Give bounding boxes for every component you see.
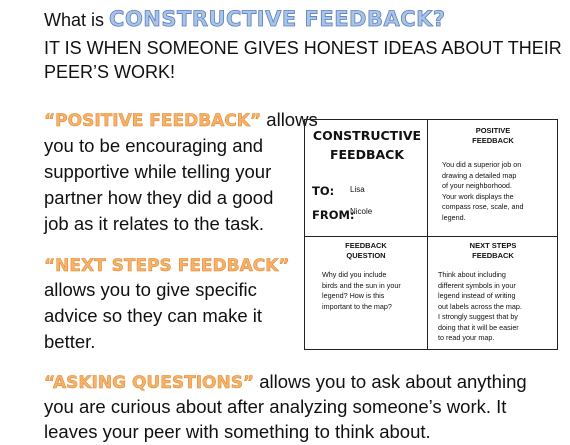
positive-line-1: you to be encouraging and bbox=[44, 135, 264, 156]
positive-line-4: job as it relates to the task. bbox=[44, 213, 265, 234]
next-steps-body-line: I strongly suggest that by bbox=[438, 312, 518, 321]
asking-questions-title: “ASKING QUESTIONS” bbox=[44, 373, 255, 393]
question-cell-heading-line-1: FEEDBACK bbox=[345, 241, 387, 250]
question-cell-heading bbox=[305, 241, 427, 261]
intro-prefix: What is bbox=[44, 10, 105, 30]
next-steps-heading bbox=[44, 252, 290, 279]
question-cell-heading-line-2: QUESTION bbox=[346, 251, 386, 260]
from-label: FROM: bbox=[312, 208, 355, 222]
question-cell-body bbox=[322, 270, 401, 312]
form-title bbox=[311, 126, 423, 164]
positive-body-line: of your neighborhood. bbox=[442, 181, 512, 190]
positive-cell-heading-line-1: POSITIVE bbox=[475, 126, 511, 135]
positive-line-3: partner how they did a good bbox=[44, 187, 274, 208]
positive-feedback-title: “POSITIVE FEEDBACK” bbox=[44, 111, 262, 131]
next-steps-body-line: doing that it will be easier bbox=[438, 322, 519, 332]
form-title-line-2: FEEDBACK bbox=[329, 147, 405, 162]
next-steps-line-2: advice so they can make it bbox=[44, 305, 262, 326]
question-body-line: important to the map? bbox=[322, 301, 392, 311]
next-steps-line-1: allows you to give specific bbox=[44, 279, 257, 300]
positive-line-2: supportive while telling your bbox=[44, 161, 272, 182]
intro-heading bbox=[44, 9, 446, 30]
next-steps-cell-heading bbox=[428, 241, 558, 261]
asking-lead: allows you to ask about anything bbox=[259, 371, 527, 392]
from-value: Nicole bbox=[350, 207, 373, 216]
feedback-question-cell bbox=[305, 237, 427, 350]
question-body-line: legend? How is this bbox=[322, 291, 385, 300]
form-title-line-1: CONSTRUCTIVE bbox=[312, 128, 422, 143]
positive-cell-heading bbox=[428, 126, 558, 146]
positive-body-line: You did a superior job on bbox=[442, 160, 522, 169]
intro-definition-line-1: IT IS WHEN SOMEONE GIVES HONEST IDEAS ABOUT THEIR bbox=[44, 38, 562, 58]
asking-line-1: you are curious about after analyzing someone’s work. It bbox=[44, 396, 507, 417]
asking-heading bbox=[44, 369, 527, 396]
asking-line-2: leaves your peer with something to think about. bbox=[44, 421, 431, 442]
next-steps-body-line: to read your map. bbox=[438, 333, 495, 342]
positive-cell-heading-line-2: FEEDBACK bbox=[472, 136, 514, 145]
next-steps-cell-body bbox=[438, 270, 522, 344]
next-steps-feedback-title: “NEXT STEPS FEEDBACK” bbox=[44, 256, 290, 276]
next-steps-cell bbox=[428, 237, 558, 350]
to-label: TO: bbox=[312, 184, 335, 198]
next-steps-body-line: different symbols in your bbox=[438, 280, 516, 290]
next-steps-body-line: out labels across the map. bbox=[438, 301, 522, 311]
positive-body-line: legend. bbox=[442, 212, 466, 222]
next-steps-line-3: better. bbox=[44, 331, 96, 352]
positive-body-line: compass rose, scale, and bbox=[442, 202, 524, 211]
positive-feedback-cell bbox=[428, 120, 558, 236]
positive-body-line: Your work displays the bbox=[442, 191, 514, 201]
next-steps-body-line: legend instead of writing bbox=[438, 291, 516, 300]
constructive-feedback-title: CONSTRUCTIVE FEEDBACK? bbox=[109, 7, 446, 31]
to-value: Lisa bbox=[350, 185, 365, 194]
positive-cell-body bbox=[442, 160, 524, 223]
positive-lead: allows bbox=[266, 109, 318, 130]
next-steps-cell-heading-line-1: NEXT STEPS bbox=[469, 241, 517, 250]
question-body-line: birds and the sun in your bbox=[322, 280, 401, 290]
intro-definition-line-2: PEER’S WORK! bbox=[44, 62, 176, 82]
next-steps-cell-heading-line-2: FEEDBACK bbox=[472, 251, 514, 260]
feedback-form-example bbox=[304, 119, 558, 350]
positive-body-line: drawing a detailed map bbox=[442, 170, 517, 180]
question-body-line: Why did you include bbox=[322, 270, 387, 279]
form-header-cell bbox=[305, 120, 427, 236]
positive-heading bbox=[44, 107, 318, 134]
next-steps-body-line: Think about including bbox=[438, 270, 506, 279]
